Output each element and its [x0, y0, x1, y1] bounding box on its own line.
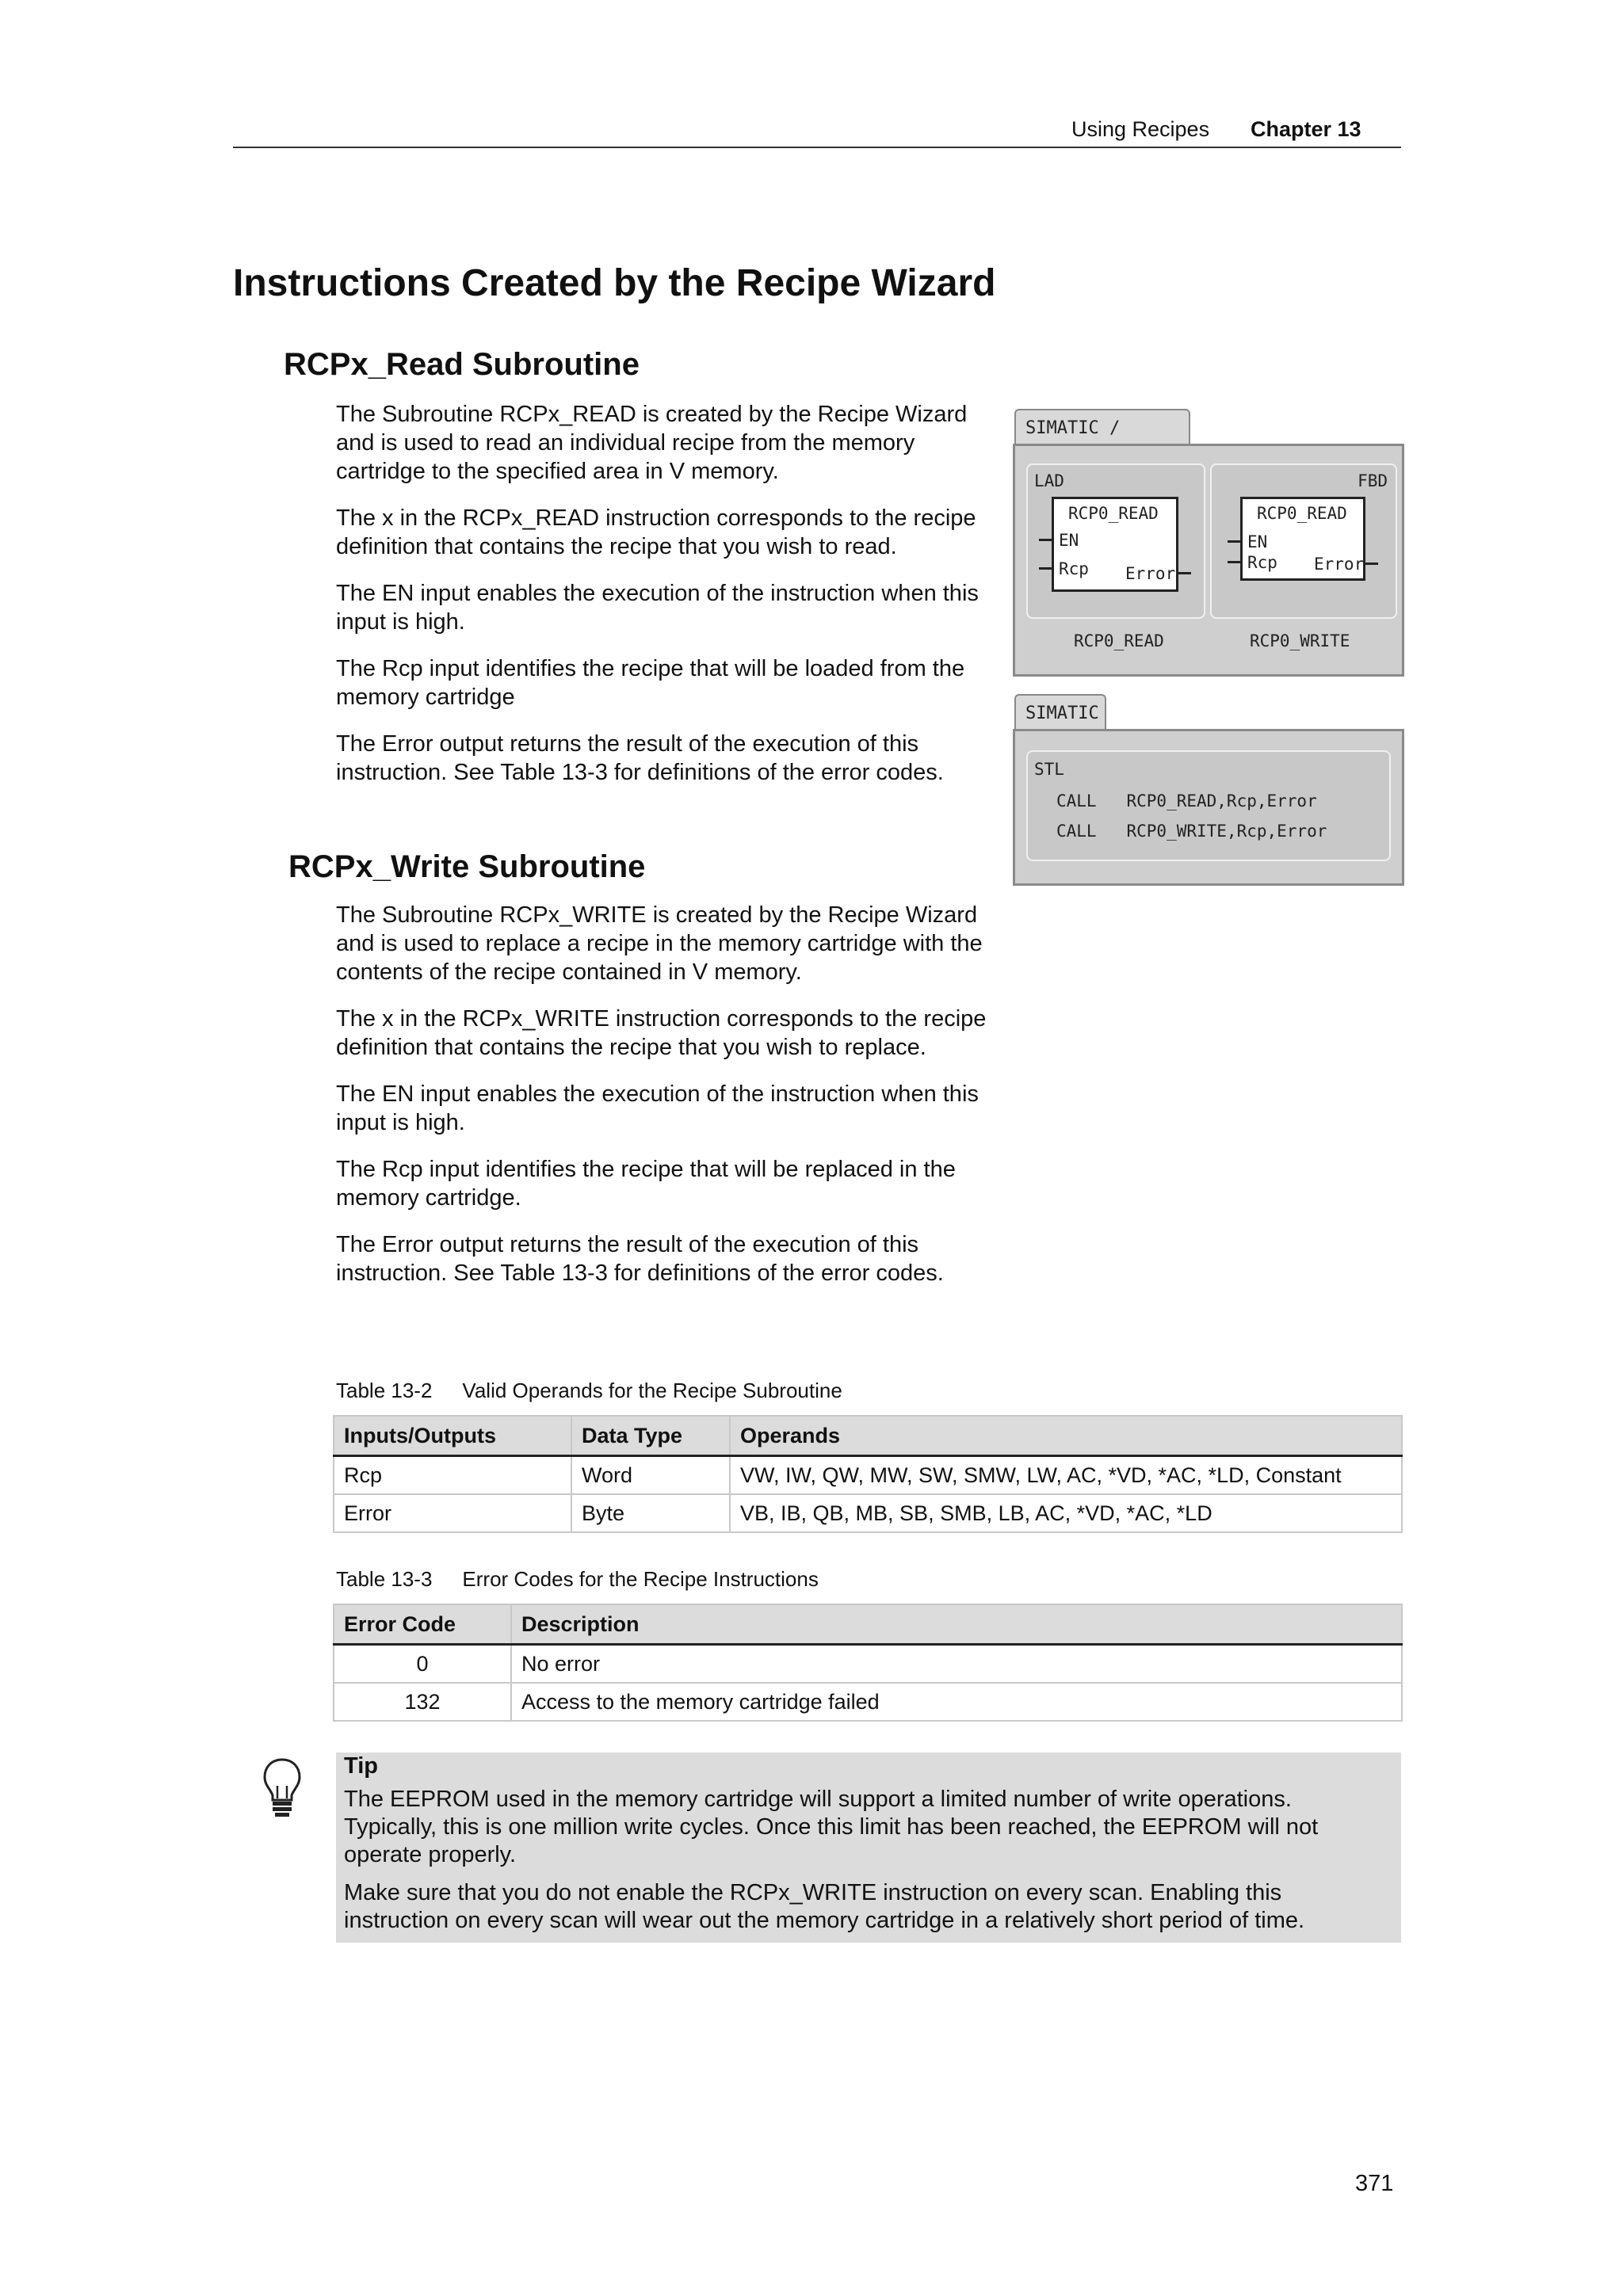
write-section-heading: RCPx_Write Subroutine: [288, 849, 646, 884]
tip-paragraph: Make sure that you do not enable the RCPx_WRITE instruction on every scan. Enabling this instruction on every scan will wear out the memory cartridge in a relatively short period of time.: [344, 1880, 1305, 1933]
read-paragraph: The EN input enables the execution of the instruction when this input is high.: [336, 581, 979, 635]
write-section-body: [336, 901, 1002, 1306]
write-paragraph: The Error output returns the result of the execution of this instruction. See Table 13-3 for definitions of the error codes.: [336, 1232, 944, 1286]
table-row: [334, 1494, 1402, 1532]
read-paragraph: The Rcp input identifies the recipe that will be loaded from the memory cartridge: [336, 656, 965, 710]
column-header: Operands: [730, 1416, 1402, 1456]
table-caption-number: Table 13-2: [336, 1379, 433, 1402]
table-cell: Access to the memory cartridge failed: [511, 1683, 1402, 1721]
page-title: Instructions Created by the Recipe Wizard: [233, 262, 996, 304]
read-paragraph: The x in the RCPx_READ instruction corresponds to the recipe definition that contains the recipe that you wish to read.: [336, 505, 976, 559]
table-cell: Rcp: [334, 1456, 571, 1495]
lad-en-pin: EN: [1059, 531, 1079, 550]
column-header: Inputs/Outputs: [334, 1416, 571, 1456]
error-codes-table: [333, 1604, 1403, 1722]
stl-panel: [1013, 729, 1404, 886]
fbd-pane: [1210, 463, 1397, 619]
lad-error-pin: Error: [1125, 564, 1176, 583]
fbd-rcp-pin: Rcp: [1247, 553, 1277, 572]
fbd-error-pin: Error: [1314, 555, 1365, 574]
table-cell: Error: [334, 1494, 571, 1532]
read-section-body: [336, 400, 1002, 805]
fbd-en-pin: EN: [1247, 532, 1268, 551]
column-header: Error Code: [334, 1604, 511, 1645]
stl-label: STL: [1034, 760, 1064, 779]
write-paragraph: The Subroutine RCPx_WRITE is created by the Recipe Wizard and is used to replace a recipe in the memory cartridge with the contents of the recipe contained in V memory.: [336, 902, 983, 985]
read-paragraph: The Error output returns the result of the execution of this instruction. See Table 13-3 for definitions of the error codes.: [336, 731, 944, 785]
tip-paragraph: The EEPROM used in the memory cartridge will support a limited number of write operations. Typically, this is one million write cycles. Once this limit has been reached, the EEPROM will not operate properly.: [344, 1787, 1319, 1867]
table-cell: Word: [571, 1456, 730, 1495]
table-header-row: [334, 1604, 1402, 1645]
stl-pane: [1026, 750, 1391, 861]
read-section-heading: RCPx_Read Subroutine: [284, 347, 640, 382]
column-header: Description: [511, 1604, 1402, 1645]
stl-line-read: CALL RCP0_READ,Rcp,Error: [1056, 791, 1317, 810]
table-cell: VW, IW, QW, MW, SW, SMW, LW, AC, *VD, *AC, *LD, Constant: [730, 1456, 1402, 1495]
fbd-rcp-wire: [1228, 561, 1240, 563]
caption-write: RCP0_WRITE: [1250, 631, 1350, 650]
simatic-tab: SIMATIC: [1014, 694, 1106, 730]
lightbulb-icon: [262, 1757, 303, 1819]
table-cell: No error: [511, 1645, 1402, 1684]
table-cell: 0: [334, 1645, 511, 1684]
fbd-instruction-box: [1240, 497, 1365, 581]
simatic-iec-tab: SIMATIC /: [1014, 409, 1190, 445]
fbd-label: FBD: [1358, 471, 1388, 490]
lad-fbd-panel: [1013, 444, 1404, 677]
running-header-section: Using Recipes: [1071, 117, 1210, 141]
lad-label: LAD: [1034, 471, 1064, 490]
fbd-box-title: RCP0_READ: [1257, 504, 1347, 523]
table-13-2-caption: [336, 1379, 842, 1403]
write-paragraph: The Rcp input identifies the recipe that will be replaced in the memory cartridge.: [336, 1157, 956, 1211]
write-paragraph: The EN input enables the execution of the instruction when this input is high.: [336, 1081, 979, 1135]
lad-en-wire: [1039, 539, 1052, 541]
stl-line-write: CALL RCP0_WRITE,Rcp,Error: [1056, 822, 1327, 841]
fbd-error-wire: [1365, 563, 1378, 565]
table-cell: 132: [334, 1683, 511, 1721]
table-cell: VB, IB, QB, MB, SB, SMB, LB, AC, *VD, *AC, *LD: [730, 1494, 1402, 1532]
lad-pane: [1026, 463, 1205, 619]
running-header-chapter: Chapter 13: [1251, 117, 1361, 141]
column-header: Data Type: [571, 1416, 730, 1456]
lad-instruction-box: [1052, 497, 1178, 592]
read-paragraph: The Subroutine RCPx_READ is created by the Recipe Wizard and is used to read an individual recipe from the memory cartridge to the specified area in V memory.: [336, 402, 968, 484]
table-row: [334, 1456, 1402, 1495]
write-paragraph: The x in the RCPx_WRITE instruction corresponds to the recipe definition that contains the recipe that you wish to replace.: [336, 1006, 987, 1060]
tip-title: Tip: [344, 1753, 378, 1779]
table-caption-text: Valid Operands for the Recipe Subroutine: [462, 1379, 842, 1402]
header-rule: [233, 147, 1401, 148]
lad-rcp-wire: [1039, 567, 1052, 570]
page-number: 371: [1355, 2171, 1394, 2196]
lad-rcp-pin: Rcp: [1059, 559, 1089, 578]
lad-box-title: RCP0_READ: [1068, 504, 1159, 523]
table-row: [334, 1645, 1402, 1684]
table-caption-number: Table 13-3: [336, 1567, 433, 1591]
lad-error-wire: [1178, 572, 1191, 574]
caption-read: RCP0_READ: [1074, 631, 1164, 650]
table-13-3-caption: [336, 1567, 819, 1592]
operands-table: [333, 1415, 1403, 1533]
table-row: [334, 1683, 1402, 1721]
table-cell: Byte: [571, 1494, 730, 1532]
fbd-en-wire: [1228, 540, 1240, 543]
table-header-row: [334, 1416, 1402, 1456]
table-caption-text: Error Codes for the Recipe Instructions: [462, 1567, 819, 1591]
